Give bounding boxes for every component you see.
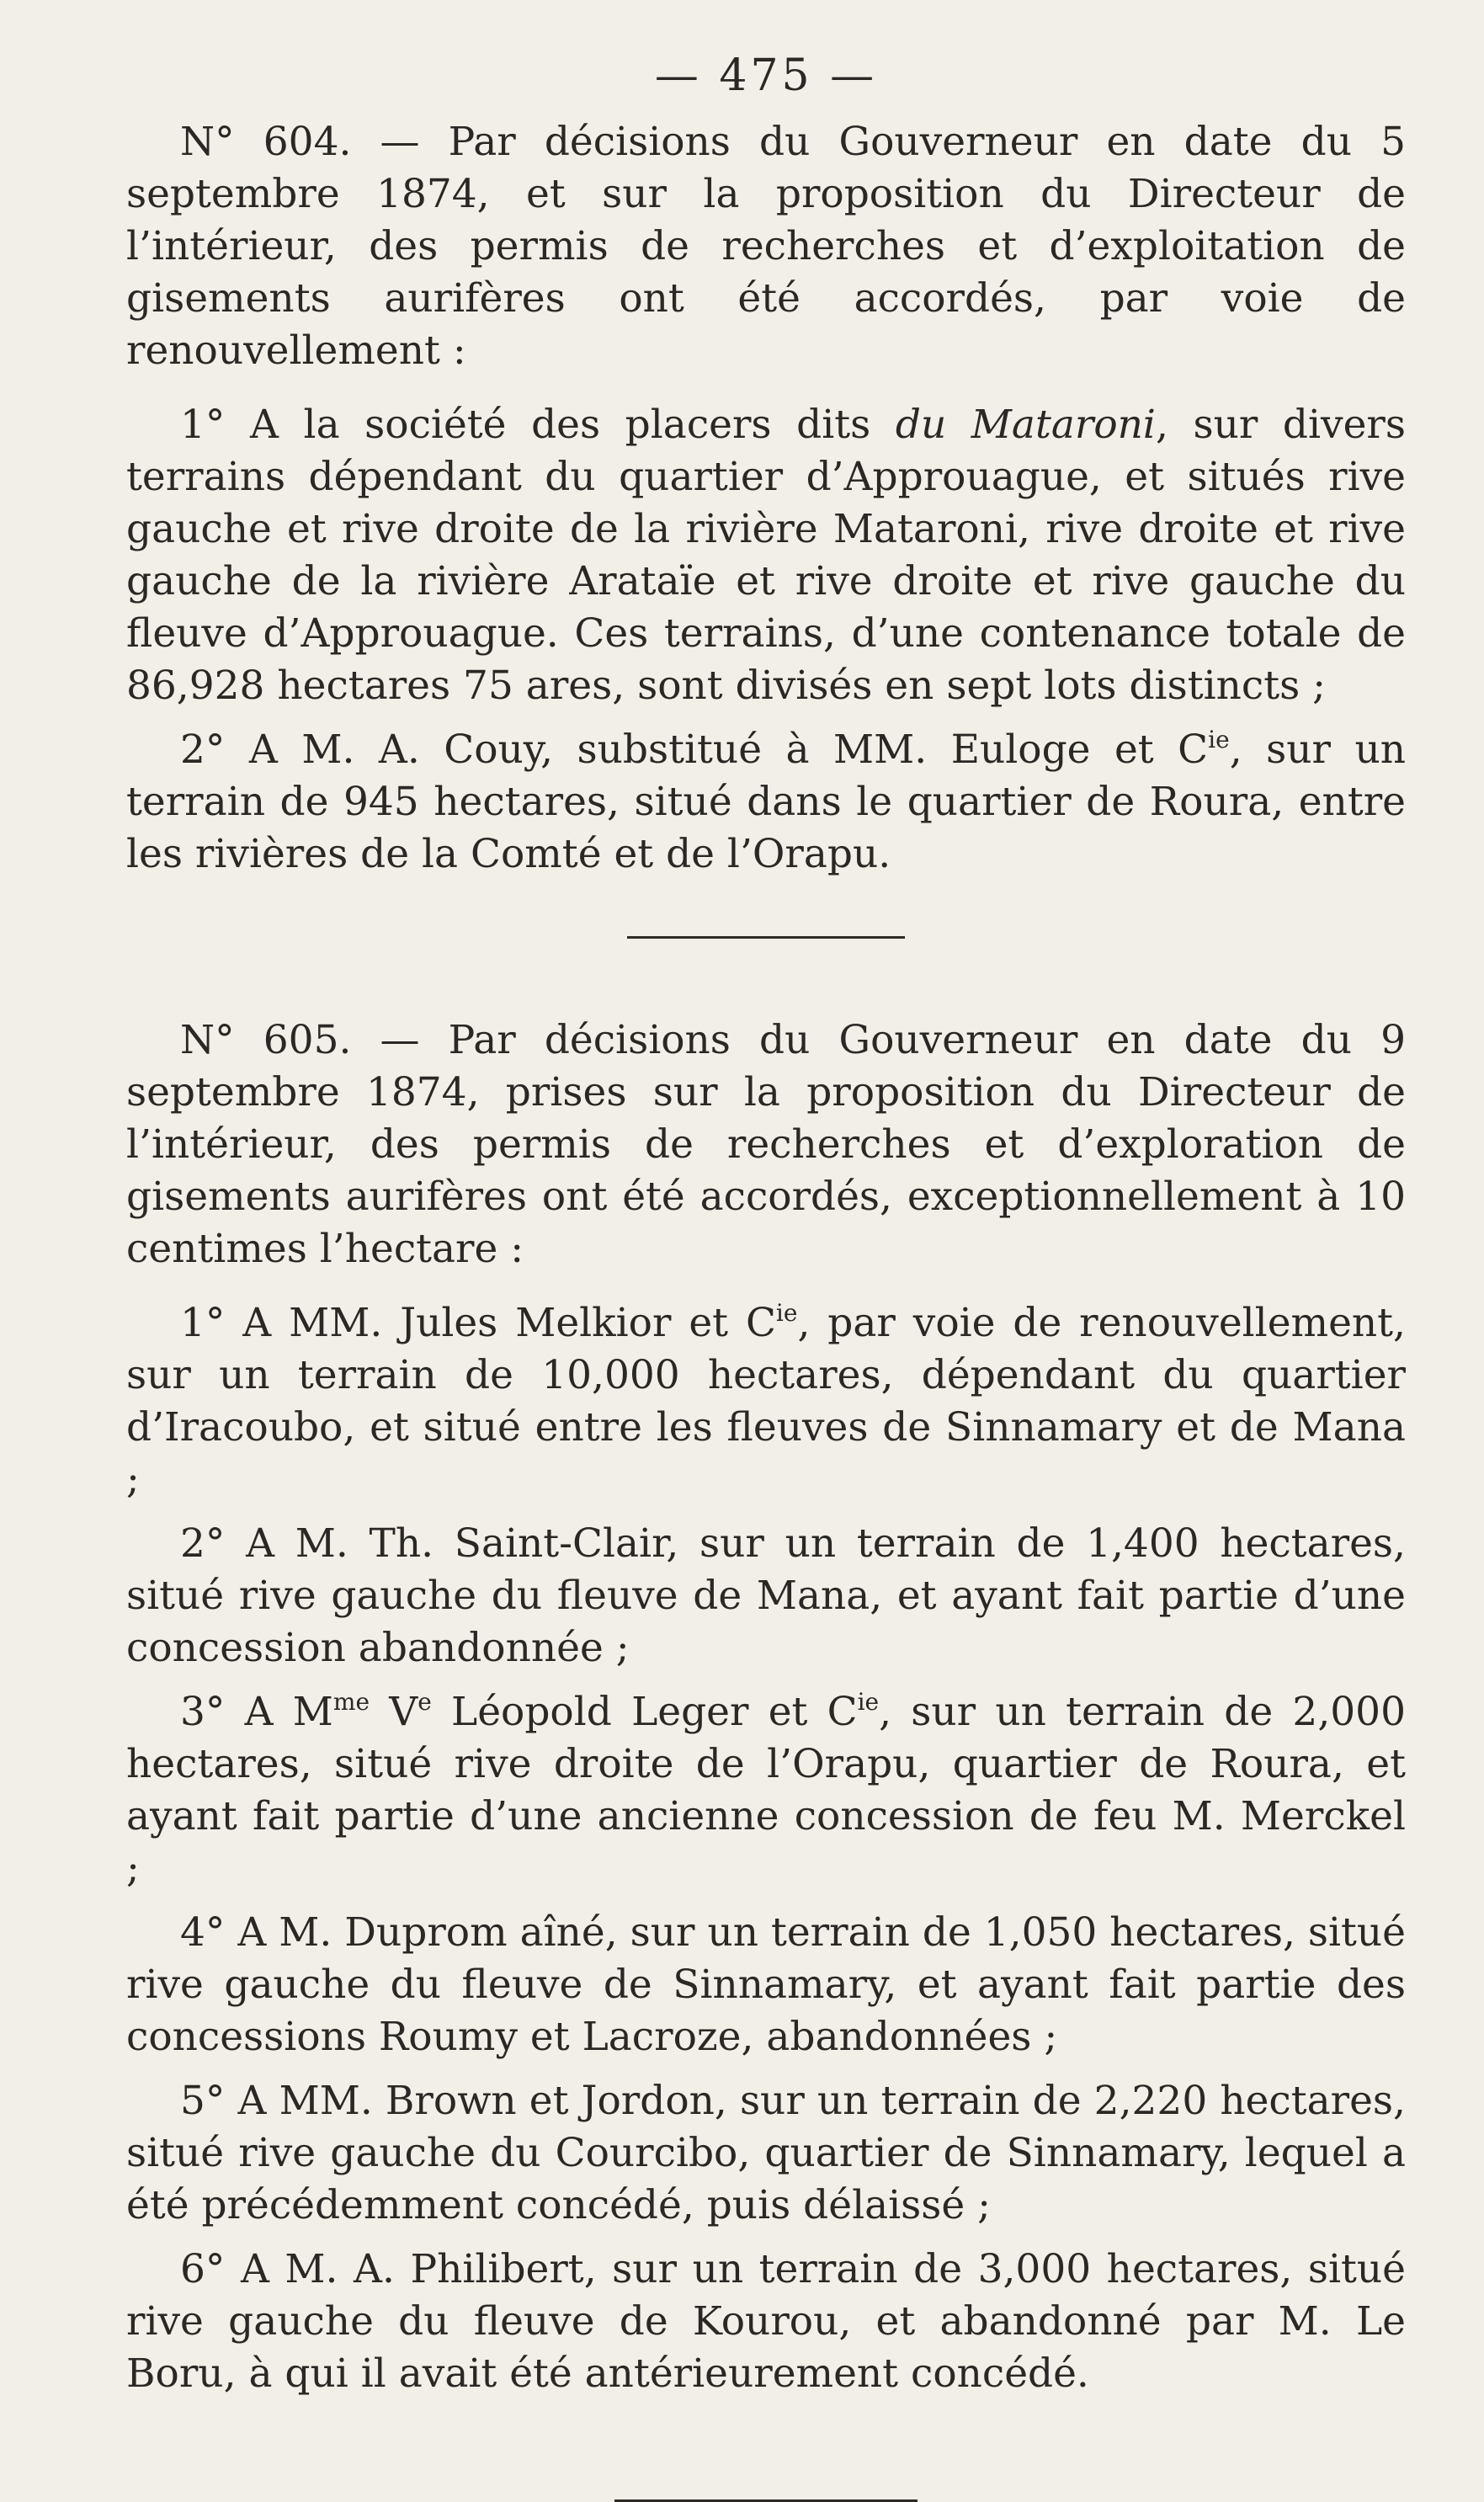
section-divider	[627, 936, 905, 939]
entry-605	[126, 1014, 1406, 2400]
entry-item: 4° A M. Duprom aîné, sur un terrain de 1,050 hectares, situé rive gauche du fleuve de Sinnamary, et ayant fait partie des concessions Roumy et Lacroze, abandonnées ;	[126, 1909, 1406, 2060]
entry-intro: N° 605. — Par décisions du Gouverneur en date du 9 septembre 1874, prises sur la proposition du Directeur de l’intérieur, des permis de recherches et d’exploration de gisements aurifères ont été accordés, exceptionnellement à 10 centimes l’hectare :	[126, 1017, 1406, 1272]
entry-item: 3° A $M^{me}$ Ve Léopold Leger et $C^{ie}$, sur un terrain de 2,000 hectares, situé rive droite de l’Orapu, quartier de Roura, et ayant fait partie d’une ancienne concession de feu M. Merckel ;	[126, 1688, 1406, 1892]
document-page	[126, 51, 1406, 2502]
entry-intro: N° 604. — Par décisions du Gouverneur en date du 5 septembre 1874, et sur la proposition du Directeur de l’intérieur, des permis de recherches et d’exploitation de gisements aurifères ont été accordés, par voie de renouvellement :	[126, 119, 1406, 374]
entry-item: 1° A la société des placers dits du Mataroni, sur divers terrains dépendant du quartier d’Approuague, et situés rive gauche et rive droite de la rivière Mataroni, rive droite et rive gauche de la rivière Arataïe et rive droite et rive gauche du fleuve d’Approuague. Ces terrains, d’une contenance totale de 86,928 hectares 75 ares, sont divisés en sept lots distincts ;	[126, 402, 1406, 709]
entry-item: 2° A M. A. Couy, substitué à MM. Euloge et $C^{ie}$, sur un terrain de 945 hectares, situé dans le quartier de Roura, entre les rivières de la Comté et de l’Orapu.	[126, 726, 1407, 877]
entry-item: 2° A M. Th. Saint-Clair, sur un terrain de 1,400 hectares, situé rive gauche du fleuve de Mana, et ayant fait partie d’une concession abandonnée ;	[126, 1520, 1406, 1671]
page-number: — 475 —	[654, 51, 878, 101]
entry-item: 6° A M. A. Philibert, sur un terrain de 3,000 hectares, situé rive gauche du fleuve de Kourou, et abandonné par M. Le Boru, à qui il avait été antérieurement concédé.	[126, 2246, 1406, 2397]
placer-name: du Mataroni	[895, 402, 1156, 448]
entry-604	[126, 116, 1406, 881]
entry-item: 1° A MM. Jules Melkior et $C^{ie}$, par voie de renouvellement, sur un terrain de 10,000 hectares, dépendant du quartier d’Iracoubo, et situé entre les fleuves de Sinnamary et de Mana ;	[126, 1299, 1406, 1503]
entry-item: 5° A MM. Brown et Jordon, sur un terrain de 2,220 hectares, situé rive gauche du Courcibo, quartier de Sinnamary, lequel a été précédemment concédé, puis délaissé ;	[126, 2078, 1406, 2228]
